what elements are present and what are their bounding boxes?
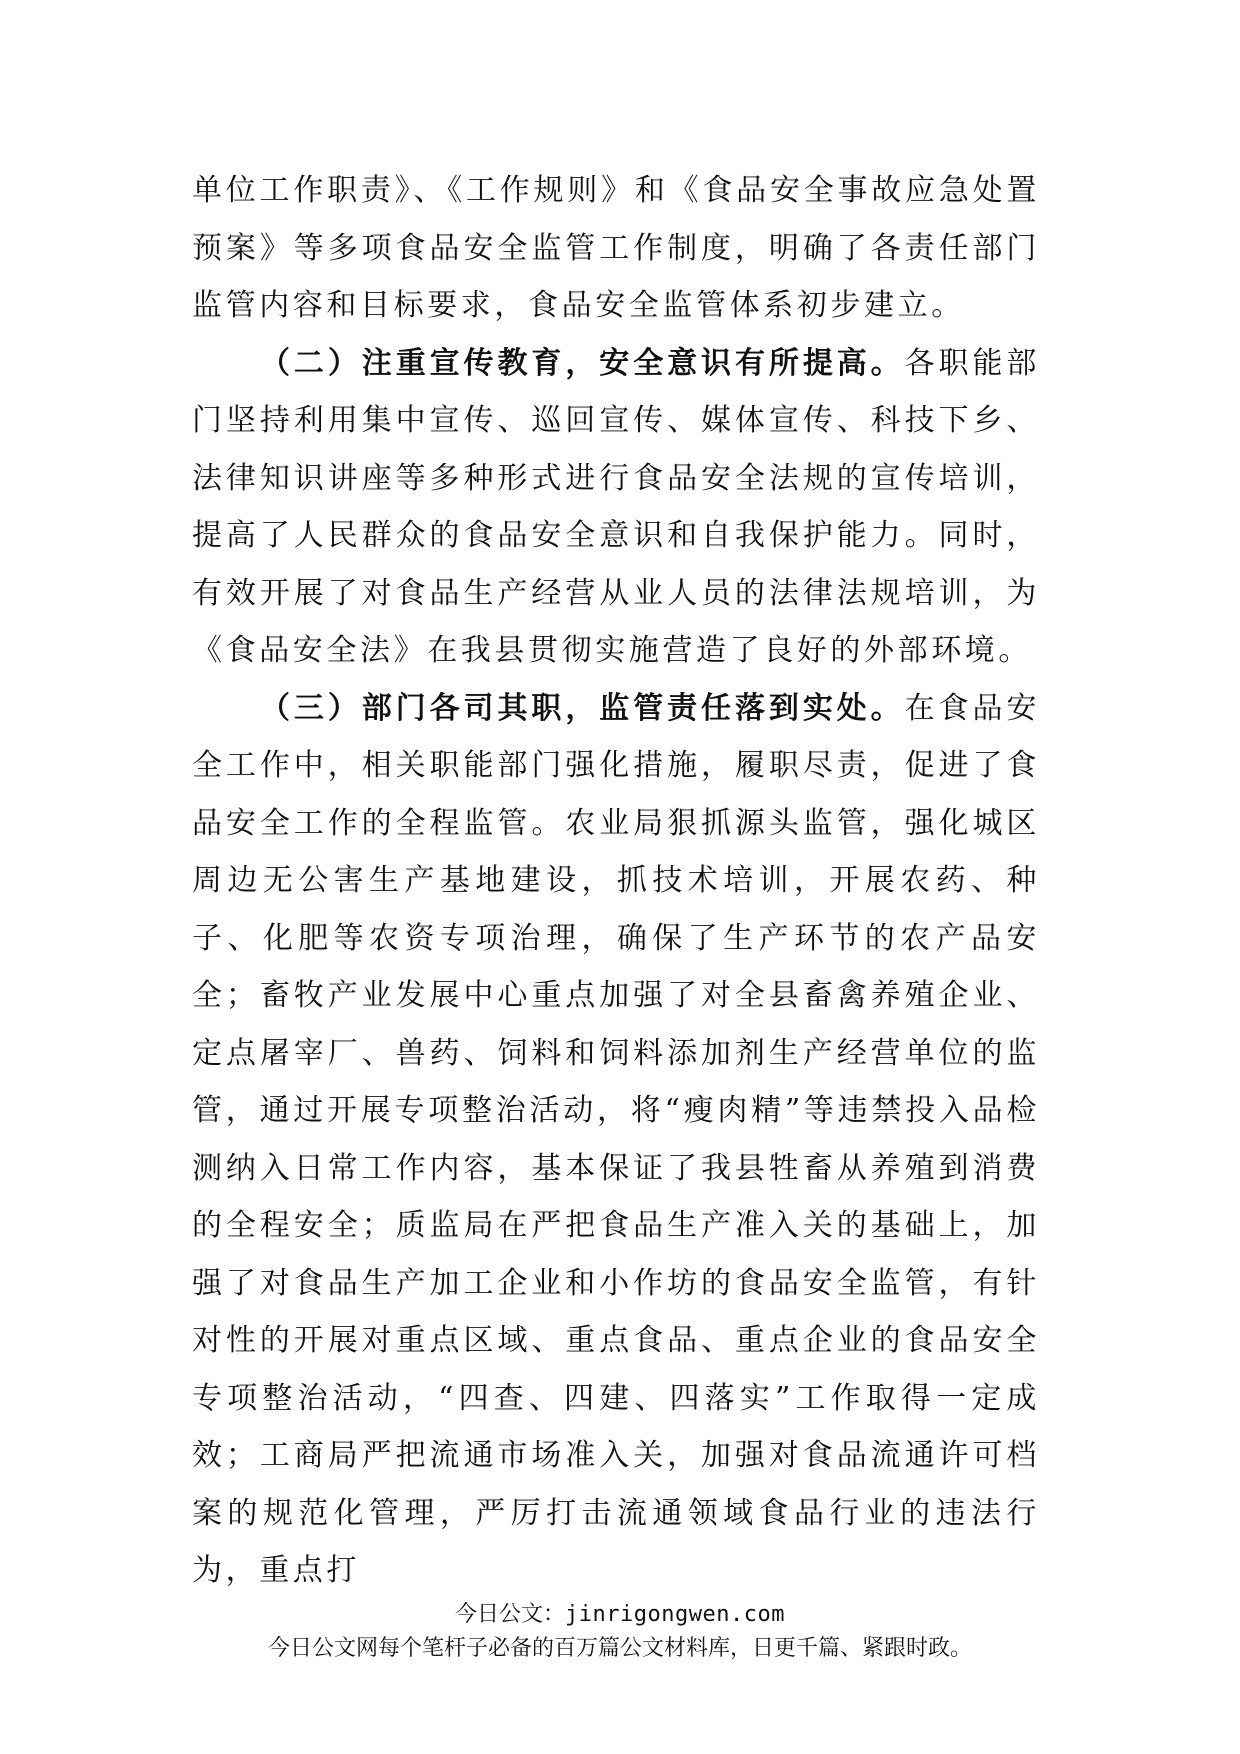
footer-site-url[interactable]: jinrigongwen.com [565, 1602, 785, 1627]
paragraph-text: 在食品安全工作中，相关职能部门强化措施，履职尽责，促进了食品安全工作的全程监管。农业局狠抓源头监管，强化城区周边无公害生产基地建设，抓技术培训，开展农药、种子、化肥等农资专项治理，确保了生产环节的农产品安全；畜牧产业发展中心重点加强了对全县畜禽养殖企业、定点屠宰厂、兽药、饲料和饲料添加剂生产经营单位的监管，通过开展专项整治活动，将“瘦肉精”等违禁投入品检测纳入日常工作内容，基本保证了我县牲畜从养殖到消费的全程安全；质监局在严把食品生产准入关的基础上，加强了对食品生产加工企业和小作坊的食品安全监管，有针对性的开展对重点区域、重点食品、重点企业的食品安全专项整治活动，“四查、四建、四落实”工作取得一定成效；工商局严把流通市场准入关，加强对食品流通许可档案的规范化管理，严厉打击流通领域食品行业的违法行为，重点打 [192, 690, 1040, 1588]
paragraph-continuation [192, 162, 1040, 335]
footer-site-line [0, 1600, 1240, 1630]
footer-site-name: 今日公文： [455, 1602, 566, 1627]
document-body [192, 162, 1040, 1600]
paragraph-text: 各职能部门坚持利用集中宣传、巡回宣传、媒体宣传、科技下乡、法律知识讲座等多种形式进行食品安全法规的宣传培训，提高了人民群众的食品安全意识和自我保护能力。同时，有效开展了对食品生产经营从业人员的法律法规培训，为《食品安全法》在我县贯彻实施营造了良好的外部环境。 [192, 345, 1040, 668]
section-heading: （二）注重宣传教育，安全意识有所提高。 [260, 345, 905, 381]
paragraph-text: 单位工作职责》、《工作规则》和《食品安全事故应急处置预案》等多项食品安全监管工作制度，明确了各责任部门监管内容和目标要求，食品安全监管体系初步建立。 [192, 173, 1040, 323]
paragraph-section-3 [192, 680, 1040, 1600]
footer-slogan: 今日公文网每个笔杆子必备的百万篇公文材料库，日更千篇、紧跟时政。 [267, 1636, 972, 1661]
section-heading: （三）部门各司其职，监管责任落到实处。 [260, 690, 905, 726]
paragraph-section-2 [192, 335, 1040, 680]
